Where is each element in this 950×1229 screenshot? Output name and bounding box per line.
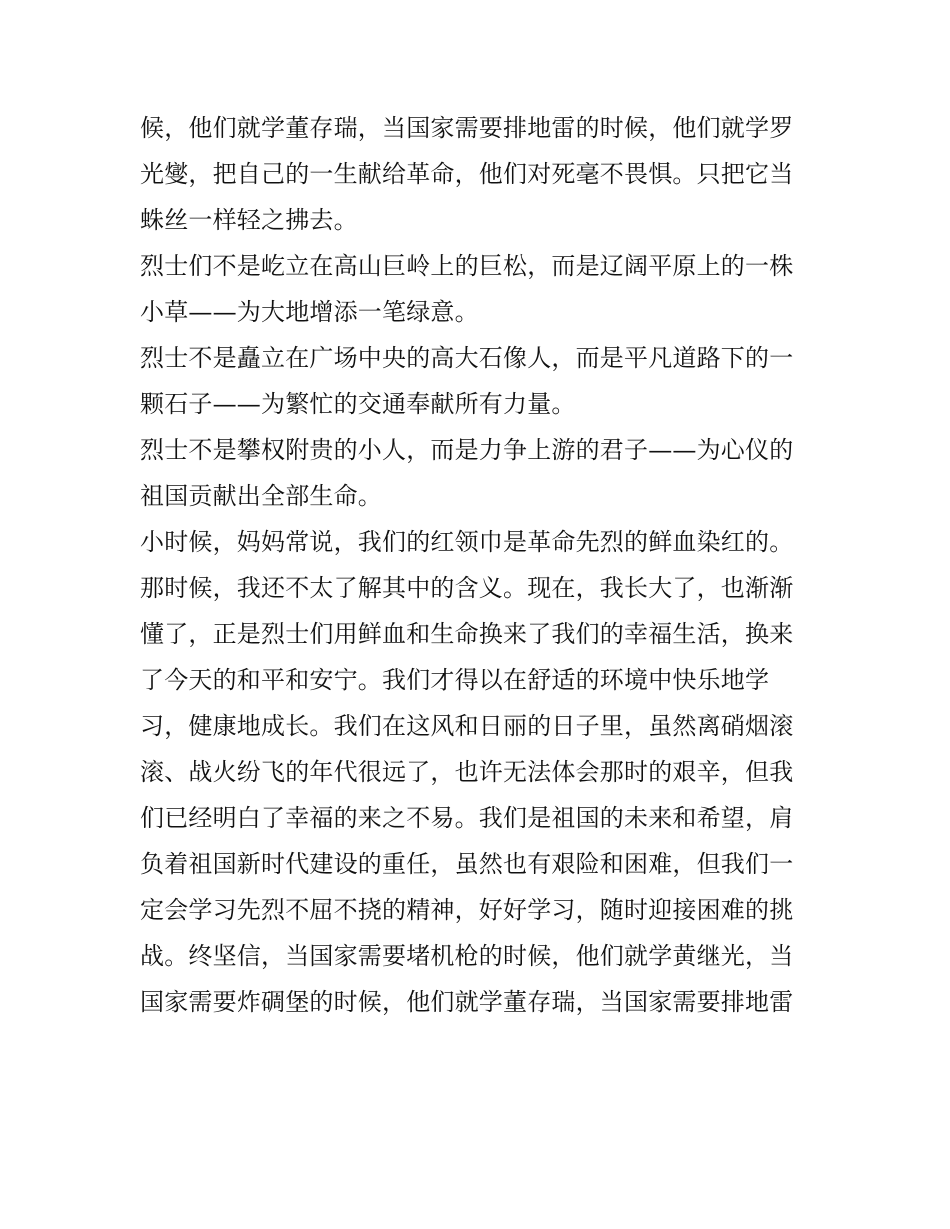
text-line: 战。终坚信，当国家需要堵机枪的时候，他们就学黄继光，当 — [140, 942, 794, 970]
text-line: 负着祖国新时代建设的重任，虽然也有艰险和困难，但我们一 — [140, 850, 794, 878]
text-line: 懂了，正是烈士们用鲜血和生命换来了我们的幸福生活，换来 — [140, 620, 794, 648]
text-line: 了今天的和平和安宁。我们才得以在舒适的环境中快乐地学 — [140, 666, 770, 694]
text-line: 习，健康地成长。我们在这风和日丽的日子里，虽然离硝烟滚 — [140, 712, 794, 740]
text-line: 蛛丝一样轻之拂去。 — [140, 206, 358, 234]
text-line: 祖国贡献出全部生命。 — [140, 482, 382, 510]
text-line: 光燮，把自己的一生献给革命，他们对死毫不畏惧。只把它当 — [140, 160, 794, 188]
text-line: 小草——为大地增添一笔绿意。 — [140, 298, 479, 326]
text-line: 那时候，我还不太了解其中的含义。现在，我长大了，也渐渐 — [140, 574, 794, 602]
text-line: 烈士不是矗立在广场中央的高大石像人，而是平凡道路下的一 — [140, 344, 794, 372]
text-line: 颗石子——为繁忙的交通奉献所有力量。 — [140, 390, 576, 418]
essay-body — [140, 105, 820, 1025]
text-line: 国家需要炸碉堡的时候，他们就学董存瑞，当国家需要排地雷 — [140, 988, 794, 1016]
text-line: 定会学习先烈不屈不挠的精神，好好学习，随时迎接困难的挑 — [140, 896, 794, 924]
text-line: 们已经明白了幸福的来之不易。我们是祖国的未来和希望，肩 — [140, 804, 794, 832]
text-line: 候，他们就学董存瑞，当国家需要排地雷的时候，他们就学罗 — [140, 114, 794, 142]
text-line: 烈士们不是屹立在高山巨岭上的巨松，而是辽阔平原上的一株 — [140, 252, 794, 280]
text-line: 小时候，妈妈常说，我们的红领巾是革命先烈的鲜血染红的。 — [140, 528, 794, 556]
text-line: 烈士不是攀权附贵的小人，而是力争上游的君子——为心仪的 — [140, 436, 794, 464]
text-line: 滚、战火纷飞的年代很远了，也许无法体会那时的艰辛，但我 — [140, 758, 794, 786]
